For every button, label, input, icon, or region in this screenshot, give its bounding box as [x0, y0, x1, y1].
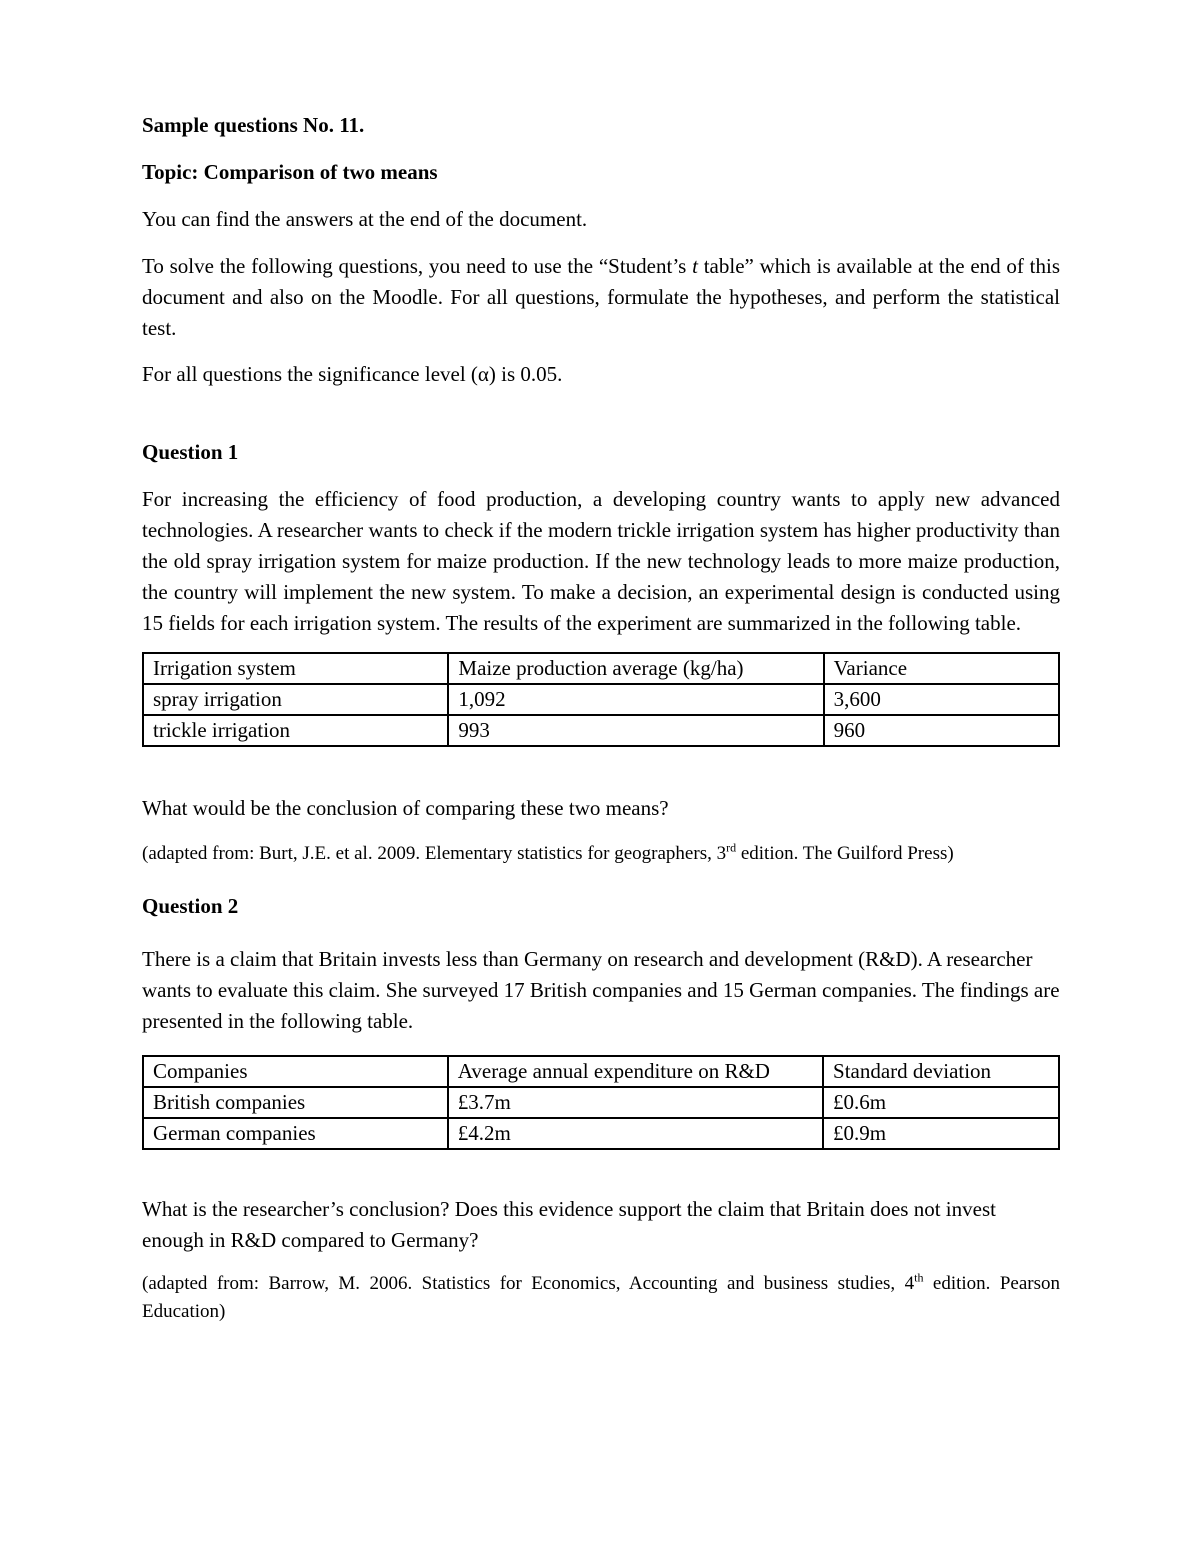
question-2-source	[142, 1270, 1060, 1326]
table-row	[143, 715, 1059, 746]
rd-expenditure-table	[142, 1055, 1060, 1150]
table-cell: 1,092	[448, 684, 823, 715]
table-header-row	[143, 1056, 1059, 1087]
instructions-text-2: table” which is available at the end of this document and also on the Moodle. For all questions, formulate the hypotheses, and perform the statistical test.	[142, 254, 1060, 340]
table-header-cell: Companies	[143, 1056, 448, 1087]
table-row	[143, 684, 1059, 715]
table-header-cell: Maize production average (kg/ha)	[448, 653, 823, 684]
question-1-prompt: What would be the conclusion of comparing these two means?	[142, 796, 669, 820]
question-1-body: For increasing the efficiency of food production, a developing country wants to apply new advanced technologies. A researcher wants to check if the modern trickle irrigation system has higher productivity than the old spray irrigation system for maize production. If the new technology leads to more maize production, the country will implement the new system. To make a decision, an experimental design is conducted using 15 fields for each irrigation system. The results of the experiment are summarized in the following table.	[142, 487, 1060, 635]
table-cell: 960	[824, 715, 1059, 746]
table-cell: £3.7m	[448, 1087, 823, 1118]
source-text: edition. The Guilford Press)	[736, 843, 954, 864]
table-cell: 3,600	[824, 684, 1059, 715]
table-header-row	[143, 653, 1059, 684]
significance-note: For all questions the significance level (α) is 0.05.	[142, 362, 563, 386]
table-header-cell: Standard deviation	[823, 1056, 1059, 1087]
source-text: edition. Pearson Education)	[142, 1273, 1060, 1322]
table-cell: 993	[448, 715, 823, 746]
question-1-heading: Question 1	[142, 440, 239, 464]
question-2-body: There is a claim that Britain invests less than Germany on research and development (R&D). A researcher wants to evaluate this claim. She surveyed 17 British companies and 15 German companies. The findings are presented in the following table.	[142, 947, 1060, 1033]
table-cell: £4.2m	[448, 1118, 823, 1149]
instructions-text-1: To solve the following questions, you need to use the “Student’s	[142, 254, 693, 278]
answers-note: You can find the answers at the end of the document.	[142, 207, 588, 231]
instructions-t-symbol: t	[692, 254, 698, 278]
irrigation-table	[142, 652, 1060, 747]
table-cell: £0.6m	[823, 1087, 1059, 1118]
table-header-cell: Irrigation system	[143, 653, 448, 684]
source-text: (adapted from: Burt, J.E. et al. 2009. Elementary statistics for geographers, 3	[142, 843, 727, 864]
table-row	[143, 1118, 1059, 1149]
table-header-cell: Average annual expenditure on R&D	[448, 1056, 823, 1087]
table-cell: spray irrigation	[143, 684, 448, 715]
question-2-heading: Question 2	[142, 894, 239, 918]
table-row	[143, 1087, 1059, 1118]
instructions-paragraph	[142, 251, 1060, 344]
source-text: (adapted from: Barrow, M. 2006. Statistics for Economics, Accounting and business studies, 4	[142, 1273, 915, 1294]
table-header-cell: Variance	[824, 653, 1059, 684]
source-superscript: rd	[726, 840, 737, 855]
document-page	[142, 110, 1060, 1326]
table-cell: British companies	[143, 1087, 448, 1118]
question-2-prompt: What is the researcher’s conclusion? Does this evidence support the claim that Britain does not invest enough in R&D compared to Germany?	[142, 1197, 996, 1252]
source-superscript: th	[914, 1270, 924, 1285]
question-1-source	[142, 840, 1060, 868]
document-title: Sample questions No. 11.	[142, 113, 365, 137]
table-cell: £0.9m	[823, 1118, 1059, 1149]
table-cell: German companies	[143, 1118, 448, 1149]
document-topic: Topic: Comparison of two means	[142, 160, 438, 184]
table-cell: trickle irrigation	[143, 715, 448, 746]
